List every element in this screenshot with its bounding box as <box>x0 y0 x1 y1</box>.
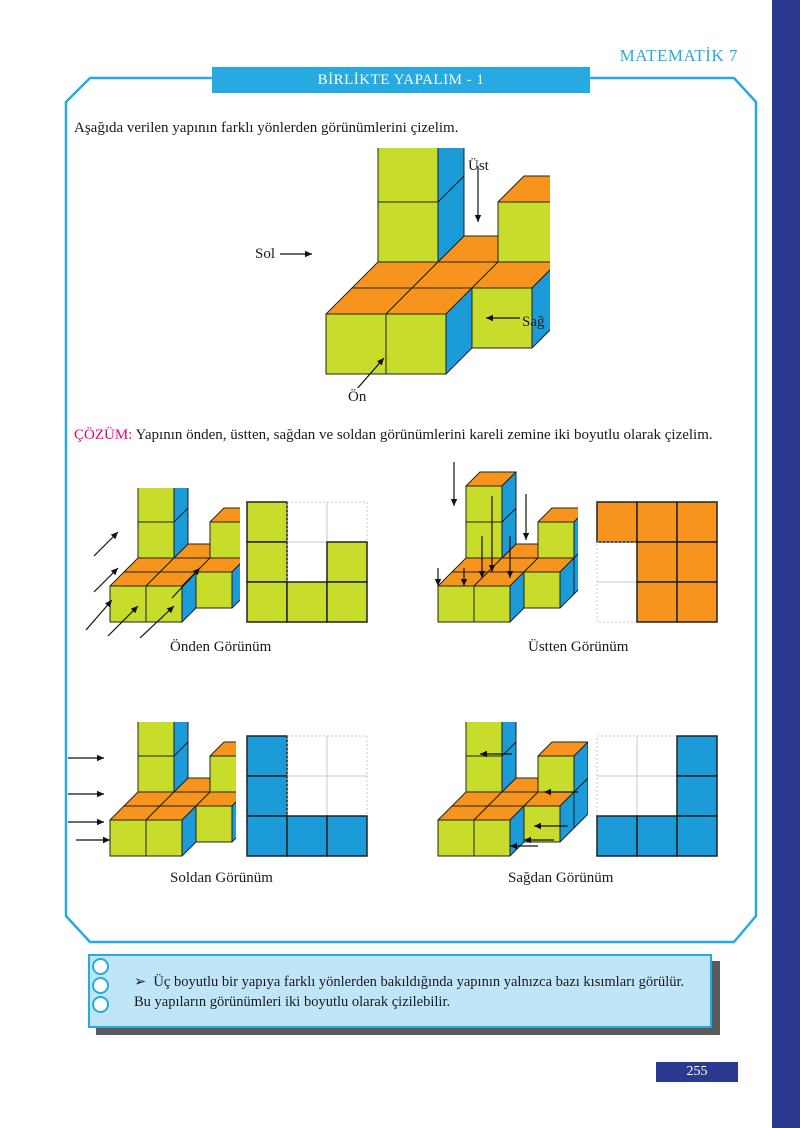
empty-cell <box>637 776 677 816</box>
cube-front-face <box>196 806 232 842</box>
cube-top-face <box>538 508 578 522</box>
cube-front-face <box>474 820 510 856</box>
filled-cell <box>247 582 287 622</box>
cube-front-face <box>538 522 574 558</box>
label-front: Ön <box>348 389 367 405</box>
filled-cell <box>597 502 637 542</box>
filled-cell <box>677 502 717 542</box>
filled-cell <box>637 582 677 622</box>
intro-text: Aşağıda verilen yapının farklı yönlerden görünümlerini çizelim. <box>74 120 459 136</box>
cube-front-face <box>210 522 240 558</box>
cube-front-face <box>146 820 182 856</box>
left-view-grid <box>246 735 368 857</box>
cube-front-face <box>326 314 386 374</box>
cube-front-face <box>538 756 574 792</box>
filled-cell <box>597 816 637 856</box>
filled-cell <box>677 582 717 622</box>
caption-right-view: Sağdan Görünüm <box>508 870 614 886</box>
solution-paragraph <box>74 425 728 445</box>
top-view-grid <box>596 501 718 623</box>
filled-cell <box>677 816 717 856</box>
front-view-grid <box>246 501 368 623</box>
empty-cell <box>597 542 637 582</box>
circle-icon <box>92 958 109 975</box>
label-left: Sol <box>255 246 276 262</box>
view-arrow-head <box>97 755 104 761</box>
cube-front-face <box>438 820 474 856</box>
left-view-structure <box>66 722 236 872</box>
cube-front-face <box>138 722 174 756</box>
arrow-top-head <box>475 215 481 222</box>
right-view-structure <box>418 722 588 872</box>
circle-icon <box>92 996 109 1013</box>
cube-front-face <box>466 522 502 558</box>
cube-front-face <box>138 522 174 558</box>
view-arrow-head <box>97 791 104 797</box>
caption-left-view: Soldan Görünüm <box>170 870 273 886</box>
top-view-structure <box>418 458 578 638</box>
cube-front-face <box>210 756 236 792</box>
empty-cell <box>597 582 637 622</box>
bullet-arrow-icon: ➢ <box>134 974 147 990</box>
cube-top-face <box>498 176 550 202</box>
cube-front-face <box>386 314 446 374</box>
empty-cell <box>287 502 327 542</box>
circle-icon <box>92 977 109 994</box>
filled-cell <box>677 776 717 816</box>
cube-front-face <box>466 756 502 792</box>
filled-cell <box>637 542 677 582</box>
cube-front-face <box>110 820 146 856</box>
filled-cell <box>677 542 717 582</box>
caption-top-view: Üstten Görünüm <box>528 639 629 655</box>
filled-cell <box>637 502 677 542</box>
label-right: Sağ <box>522 314 545 330</box>
main-structure-figure <box>250 148 550 388</box>
section-title: BİRLİKTE YAPALIM - 1 <box>212 67 590 93</box>
empty-cell <box>597 776 637 816</box>
note-decor-circles <box>92 958 112 1015</box>
cube-front-face <box>474 586 510 622</box>
filled-cell <box>247 542 287 582</box>
filled-cell <box>327 582 367 622</box>
arrow-left-head <box>305 251 312 257</box>
view-arrow-head <box>523 533 529 540</box>
cube-front-face <box>138 756 174 792</box>
right-view-grid <box>596 735 718 857</box>
empty-cell <box>637 736 677 776</box>
empty-cell <box>287 736 327 776</box>
empty-cell <box>287 776 327 816</box>
cube-front-face <box>378 148 438 202</box>
cube-front-face <box>524 806 560 842</box>
view-arrow-head <box>103 837 110 843</box>
filled-cell <box>247 736 287 776</box>
cube-front-face <box>466 722 502 756</box>
filled-cell <box>287 816 327 856</box>
cube-front-face <box>146 586 182 622</box>
subject-header: MATEMATİK 7 <box>619 46 738 65</box>
caption-front-view: Önden Görünüm <box>170 639 272 655</box>
filled-cell <box>247 816 287 856</box>
cube-top-face <box>210 742 236 756</box>
empty-cell <box>327 502 367 542</box>
label-top: Üst <box>468 158 489 174</box>
cube-front-face <box>138 488 174 522</box>
filled-cell <box>637 816 677 856</box>
cube-front-face <box>196 572 232 608</box>
page-number: 255 <box>656 1062 738 1082</box>
solution-heading: ÇÖZÜM: <box>74 427 133 443</box>
note-text <box>134 972 694 1012</box>
solution-text: Yapının önden, üstten, sağdan ve soldan görünümlerini kareli zemine iki boyutlu olarak çizelim. <box>135 427 713 443</box>
filled-cell <box>247 776 287 816</box>
filled-cell <box>327 816 367 856</box>
note-body: Üç boyutlu bir yapıya farklı yönlerden bakıldığında yapının yalnızca bazı kısımları görülür. Bu yapıların görünümleri iki boyutlu olarak çizilebilir. <box>134 974 685 1010</box>
view-arrow-head <box>451 499 457 506</box>
front-view-structure <box>80 488 240 638</box>
empty-cell <box>327 776 367 816</box>
empty-cell <box>287 542 327 582</box>
filled-cell <box>677 736 717 776</box>
cube-front-face <box>524 572 560 608</box>
filled-cell <box>287 582 327 622</box>
view-arrow-head <box>97 819 104 825</box>
empty-cell <box>327 736 367 776</box>
cube-top-face <box>210 508 240 522</box>
cube-front-face <box>466 486 502 522</box>
empty-cell <box>597 736 637 776</box>
cube-front-face <box>498 202 550 262</box>
filled-cell <box>327 542 367 582</box>
filled-cell <box>247 502 287 542</box>
cube-front-face <box>438 586 474 622</box>
cube-front-face <box>378 202 438 262</box>
